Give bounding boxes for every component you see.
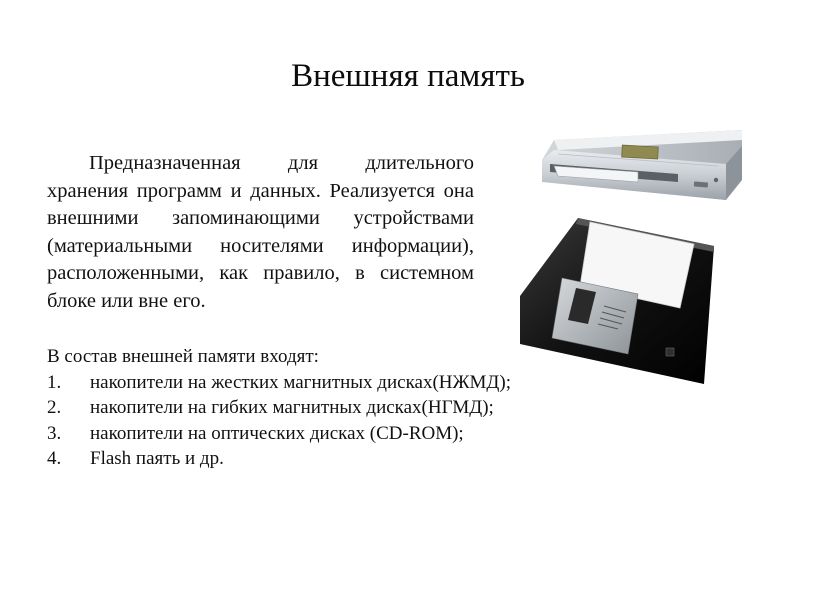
list-item-text: накопители на гибких магнитных дисках(НГМД); <box>90 397 494 418</box>
list-item <box>47 446 607 472</box>
list-item-text: накопители на оптических дисках (CD-ROM); <box>90 422 464 444</box>
storage-devices-picture <box>518 120 748 392</box>
list-item-number: 1. <box>47 371 62 393</box>
description-paragraph: Предназначенная для длительного хранения программ и данных. Реализуется она внешними запоминающими устройствами (материальными носителями информации), расположенными, как правило, в системном блоке или вне его. <box>47 152 474 312</box>
list-item-number: 2. <box>47 397 62 418</box>
list-item-text: накопители на жестких магнитных дисках(НЖМД); <box>90 371 511 393</box>
list-item-number: 4. <box>47 448 62 469</box>
slide-title: Внешняя память <box>291 58 525 94</box>
list-item <box>47 395 607 421</box>
floppy-disk-icon <box>520 218 714 384</box>
list-item-number: 3. <box>47 422 62 444</box>
cd-rom-drive-icon <box>542 130 742 200</box>
list-intro: В состав внешней памяти входят: <box>47 346 319 367</box>
list-item <box>47 421 607 447</box>
list-item-text: Flash паять и др. <box>90 448 224 469</box>
